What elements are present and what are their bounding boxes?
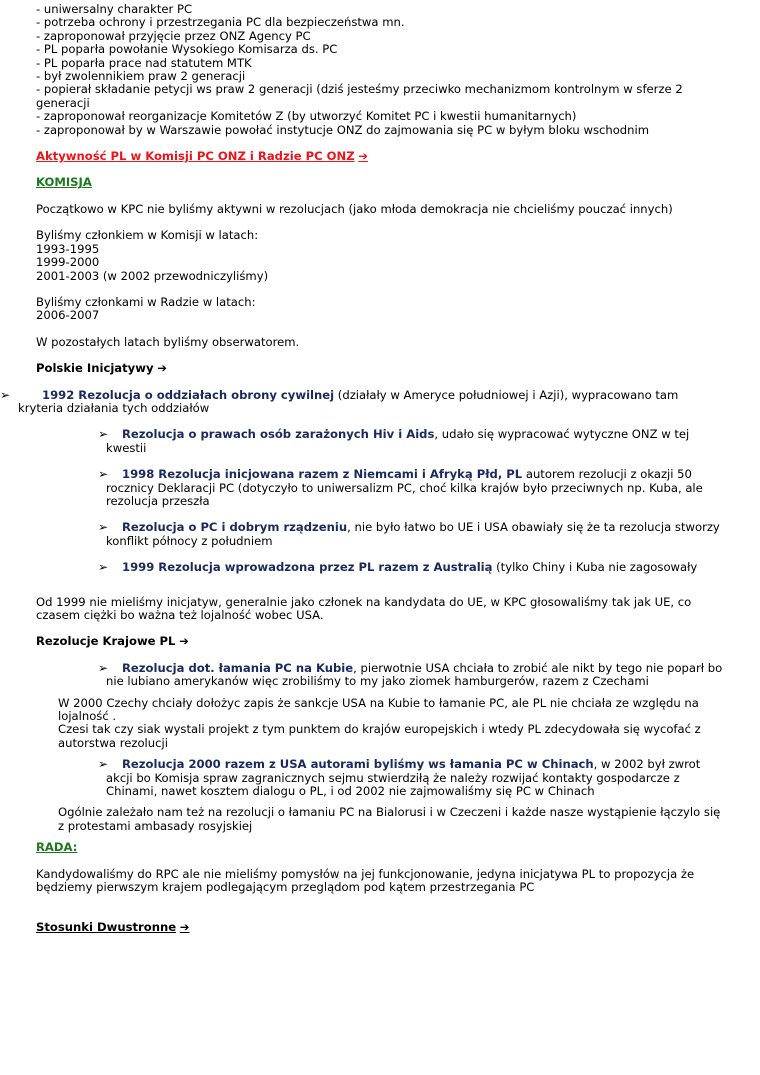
resolution-title: Rezolucja 2000 razem z USA autorami byliśmy ws łamania PC w Chinach [122,757,594,772]
initiative-detail: (tylko Chiny i Kuba nie zagosowały [492,560,698,575]
arrowhead-bullet-icon: ➢ [98,757,109,772]
komisja-year: 2001-2003 (w 2002 przewodniczyliśmy) [36,268,269,283]
komisja-intro: Początkowo w KPC nie byliśmy aktywni w rezolucjach (jako młoda demokracja nie chcieliśmy pouczać innych) [36,201,673,216]
heading-aktywnosc [36,150,726,163]
czech-para: Czesi tak czy siak wystali projekt z tym punktem do krajów europejskich i wtedy PL zdecydowała się wycofać z autorstwa rezolucji [58,722,701,750]
resolution-detail: , pierwotnie USA chciała to zrobić ale nikt by tego nie poparł bo nie lubiano amerykanów więc zrobiliśmy to my jako ziomek hamburgerów, razem z Czechami [106,660,723,689]
overall-para: Ogólnie zależało nam też na rezolucji o łamaniu PC na Bialorusi i w Czeczeni i każde nasze wystąpienie łączylo się z protestami ambasady rosyjskiej [58,805,721,833]
resolution-title: Rezolucja dot. łamania PC na Kubie [122,660,354,675]
list-item: - PL poparła powołanie Wysokiego Komisarza ds. PC [36,42,338,57]
arrowhead-bullet-icon: ➢ [98,467,109,482]
document-page [0,2,726,934]
initiative-item [36,561,726,574]
arrowhead-bullet-icon: ➢ [98,660,109,675]
rada-member-label: Byliśmy członkami w Radzie w latach: [36,294,256,309]
komisja-year: 1993-1995 [36,241,100,256]
arrow-right-icon: ➔ [179,919,190,934]
resolution-item [36,662,726,689]
czech-para: W 2000 Czechy chciały dołożyc zapis że sankcje USA na Kubie to łamanie PC, ale PL nie chciała ze względu na lojalność . [58,695,699,724]
list-item: - zaproponował reorganizacje Komitetów Z (by utworzyć Komitet PC i kwestii humanitarnych) [36,109,577,124]
top-list [36,3,726,137]
initiative-text [18,389,726,416]
arrow-right-icon: ➔ [179,634,189,649]
overall-block [36,806,726,833]
observer-text: W pozostałych latach byliśmy obserwatorem. [36,334,300,349]
initiative-detail: (działały w Ameryce południowej i Azji), wypracowano tam kryteria działania tych oddziałów [18,387,679,415]
heading-inicjatywy-text: Polskie Inicjatywy [36,361,154,376]
list-item: - zaproponował by w Warszawie powołać instytucje ONZ do zajmowania się PC w byłym bloku wschodnim [36,122,650,137]
initiative-item [36,468,726,508]
initiative-text [106,521,726,548]
list-item: - uniwersalny charakter PC [36,2,193,16]
arrowhead-bullet-icon: ➢ [98,427,109,442]
initiative-text [106,428,726,455]
list-item: - popierał składanie petycji ws praw 2 generacji (dziś jesteśmy przeciwko mechanizmom kontrolnym w sferze 2 generacji [36,82,683,110]
since-1999-para: Od 1999 nie mieliśmy inicjatyw, generalnie jako członek na kandydata do UE, w KPC głosowaliśmy tak jak UE, co czasem ciężki bo ważna też lojalność wobec USA. [36,594,692,622]
initiative-title: Rezolucja o prawach osób zarażonych Hiv i Aids [122,427,435,442]
arrowhead-bullet-icon: ➢ [98,520,109,535]
initiative-title: 1998 Rezolucja inicjowana razem z Niemcami i Afryką Płd, PL [122,467,523,482]
arrowhead-bullet-icon: ➢ [98,560,109,575]
heading-aktywnosc-text: Aktywność PL w Komisji PC ONZ i Radzie PC ONZ [36,149,355,164]
initiative-title: 1999 Rezolucja wprowadzona przez PL razem z Australią [122,560,493,575]
list-item: - PL poparła prace nad statutem MTK [36,55,252,70]
arrowhead-bullet-icon: ➢ [0,387,11,402]
resolution-text [106,758,726,798]
komisja-year: 1999-2000 [36,255,100,270]
initiative-item [36,428,726,455]
heading-krajowe-text: Rezolucje Krajowe PL [36,634,176,649]
initiative-detail: , udało się wypracować wytyczne ONZ w tej kwestii [106,427,690,455]
resolution-item [36,758,726,798]
rada-text: Kandydowaliśmy do RPC ale nie mieliśmy pomysłów na jej funkcjonowanie, jedyna inicjatywa PL to propozycja że będziemy pierwszym krajem podlegającym przeglądom pod kątem przestrzegania PC [36,866,695,895]
initiative-text [106,561,726,574]
initiative-item [36,521,726,548]
arrow-right-icon: ➔ [358,149,369,164]
initiative-detail: autorem rezolucji z okazji 50 rocznicy Deklaracji PC (dotyczyło to uniwersalizm PC, choć kilka krajów było przeciwnych np. Kuba, ale rezolucja przeszła [106,467,703,508]
list-item: - zaproponował przyjęcie przez ONZ Agency PC [36,28,311,43]
resolution-text [106,662,726,689]
heading-stosunki [36,921,726,934]
czech-block [36,697,726,751]
heading-inicjatywy [36,362,726,375]
heading-krajowe [36,635,726,648]
initiative-detail: , nie było łatwo bo UE i USA obawiały się że ta rezolucja stworzy konflikt północy z południem [106,520,720,548]
initiative-text [106,468,726,508]
heading-stosunki-text: Stosunki Dwustronne [36,919,177,934]
list-item: - był zwolennikiem praw 2 generacji [36,69,246,84]
rada-year: 2006-2007 [36,308,100,323]
heading-komisja: KOMISJA [36,175,92,190]
heading-rada: RADA: [36,840,78,855]
initiative-title: Rezolucja o PC i dobrym rządzeniu [122,520,348,535]
list-item: - potrzeba ochrony i przestrzegania PC dla bezpieczeństwa mn. [36,15,405,30]
initiative-title: 1992 Rezolucja o oddziałach obrony cywilnej [42,387,335,402]
initiative-item [0,389,726,416]
resolution-detail: , w 2002 był zwrot akcji bo Komisja spraw zagranicznych sejmu stwierdziłą że należy rozwijać kontakty gospodarcze z Chinami, nawet kosztem dialogu o PL, i od 2002 nie zajmowaliśmy się PC w Chinach [106,757,701,799]
komisja-member-label: Byliśmy członkiem w Komisji w latach: [36,228,259,243]
arrow-right-icon: ➔ [157,361,167,376]
